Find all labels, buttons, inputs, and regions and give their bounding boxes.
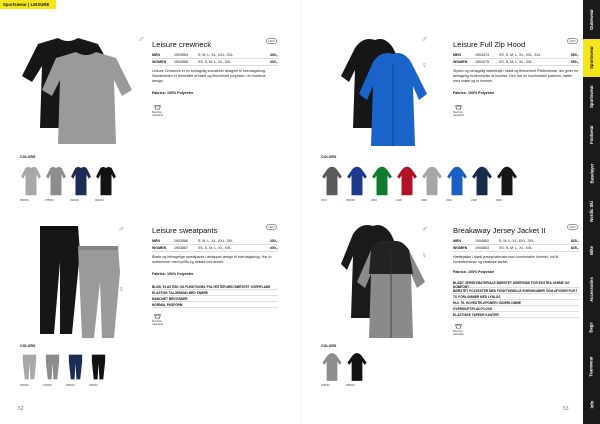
color-swatch[interactable] [421, 165, 443, 197]
list-item: ELASTISK TALJEBÅND MED SNØRE [152, 290, 278, 296]
sweatpants-title: Leisure sweatpants [152, 226, 218, 235]
female-gender-icon: ♀ [118, 284, 125, 294]
tab-label: Bags [589, 322, 594, 333]
color-code: 2390 [471, 199, 477, 202]
color-code: 382000 [346, 199, 355, 202]
jacket-fabric: Fabrics: 100% Polyester [453, 270, 495, 274]
color-swatch[interactable] [66, 352, 85, 382]
list-item: OVERSKIFT/FLAD FLOCK [453, 306, 579, 312]
color-swatch[interactable] [89, 352, 108, 382]
color-code: 2970 [321, 199, 327, 202]
crewneck-title: Leisure crewneck [152, 40, 212, 49]
color-code: 392000 [70, 199, 79, 202]
color-code: 9990 [496, 199, 502, 202]
color-swatch[interactable] [70, 165, 92, 197]
tab-label: Footwear [589, 125, 594, 145]
tab-info[interactable] [583, 385, 600, 424]
color-swatch[interactable] [20, 165, 42, 197]
sweatpants-new-badge: NEW [266, 224, 277, 230]
male-gender-icon: ♂ [421, 34, 428, 44]
tab-label: Nordic Ski [589, 201, 594, 223]
hood-colors-label: COLORS [321, 155, 337, 159]
wash-label: Machine washable [453, 111, 464, 117]
tab-label: Bike [588, 246, 594, 255]
color-code: 2030 [446, 199, 452, 202]
table-row: WOMEN 1904803 XS, S, M, L, XL, XXL 825,- [453, 246, 579, 250]
table-row: WOMEN 1903567 XS, S, M, L, XL, XXL 400,- [152, 246, 278, 250]
color-code: 2400 [396, 199, 402, 202]
color-swatch[interactable] [95, 165, 117, 197]
crewneck-fabric: Fabrics: 100% Polyester [152, 91, 194, 95]
tab-label: Baselayer [589, 163, 595, 184]
color-code: 975000 [321, 384, 330, 387]
color-swatch[interactable] [346, 165, 368, 197]
color-swatch[interactable] [321, 352, 343, 382]
tab-label: Accessories [589, 276, 594, 302]
table-row: WOMEN 1903475 XS, S, M, L, XL, XXL 550,- [453, 60, 579, 64]
jacket-features [453, 282, 579, 318]
page-number-left: 52 [18, 406, 24, 412]
tab-bike[interactable] [583, 231, 600, 270]
color-swatch[interactable] [496, 165, 518, 197]
jacket-description: Hættejakke i blødt jerseymateriale med komfortable lommer, hul til hovedtelefoner og elastiske kanter. [453, 255, 559, 264]
color-swatch[interactable] [446, 165, 468, 197]
list-item: ELASTISKE TAPEDE KANTER [453, 312, 579, 318]
table-row: MEN 1903566 S, M, L, XL, XXL, 3XL 400,- [152, 239, 278, 243]
jacket-title: Breakaway Jersey Jacket II [453, 226, 546, 235]
tab-accessories[interactable] [583, 270, 600, 309]
color-code: 2640 [371, 199, 377, 202]
list-item: BLØD, ELASTISK OG FUNKTIONEL POLYESTER MED BØRSTET OVERFLADE [152, 284, 278, 290]
section-header [0, 0, 56, 9]
tab-baselayer[interactable] [583, 154, 600, 193]
male-gender-icon: ♂ [421, 224, 428, 234]
hood-image [341, 36, 433, 148]
crewneck-description: Leisure Crewneck er en behagelig sweatshirt designet til hverdagsbrug. Sweatshirten er fremstillet af blødt og fleeceforet polyester i et moderne design. [152, 69, 266, 83]
tab-label: Sportswear [589, 46, 594, 70]
tab-sportswear[interactable] [583, 77, 600, 116]
crewneck-size-table [152, 52, 278, 66]
color-code: 975000 [43, 384, 52, 387]
color-swatch[interactable] [396, 165, 418, 197]
sweatpants-image [30, 222, 128, 340]
color-swatch[interactable] [20, 352, 39, 382]
tab-teamwear[interactable] [583, 347, 600, 386]
wash-icon [455, 104, 462, 110]
color-code: 392000 [66, 384, 75, 387]
jacket-image [341, 222, 433, 340]
hood-description: Stylish og behagelig hættetrøje i blødt og fleeceforet Pfeilerstreak, der giver en behagelig fornemmelse af komfort. Den har en komfortabel pasform, hætte med snøre og to lommer. [453, 69, 579, 83]
sweatpants-size-table [152, 238, 278, 252]
page-number-right: 53 [563, 406, 569, 412]
wash-icon [455, 323, 462, 329]
tab-sportswear[interactable] [583, 39, 600, 78]
color-code: 975000 [45, 199, 54, 202]
color-swatch[interactable] [43, 352, 62, 382]
color-code: 2990 [421, 199, 427, 202]
list-item: TO FORLOMMER MED LYNLÅS [453, 294, 579, 300]
tab-label: Outerwear [589, 8, 594, 30]
table-row: MEN 1904802 S, M, L, XL, XXL, 3XL 825,- [453, 239, 579, 243]
crewneck-new-badge: NEW [266, 38, 277, 44]
jacket-size-table [453, 238, 579, 252]
table-row: MEN 1903564 S, M, L, XL, XXL, 3XL 400,- [152, 53, 278, 57]
color-swatch[interactable] [321, 165, 343, 197]
male-gender-icon: ♂ [138, 34, 145, 44]
list-item: HUL TIL HOVEDTELEFONER I INDERLOMME [453, 300, 579, 306]
tab-footwear[interactable] [583, 116, 600, 155]
color-swatch[interactable] [371, 165, 393, 197]
sweatpants-description: Bløde og behagelige sweatpants i afslappet design til hverdagsbrug. Har to sidelommer med lynlås og ribkant ved ankler. [152, 255, 272, 264]
hood-title: Leisure Full Zip Hood [453, 40, 526, 49]
tab-nordic-ski[interactable] [583, 193, 600, 232]
table-row: MEN 1903474 XS, S, M, L, XL, XXL, 3XL 550,- [453, 53, 579, 57]
section-header-label: Sportswear | LEISURE [3, 2, 50, 7]
category-tab-rail [583, 0, 600, 424]
color-swatch[interactable] [45, 165, 67, 197]
sweatpants-colors-label: COLORS [20, 344, 36, 348]
color-code: 999000 [89, 384, 98, 387]
crewneck-image [20, 36, 132, 148]
color-swatch[interactable] [471, 165, 493, 197]
wash-icon [154, 313, 161, 319]
list-item: BØRSTET POLYESTER MED FUNKTIONELLE EGENSKABER SOM AFVISER FUGT [453, 288, 578, 293]
female-gender-icon: ♀ [421, 60, 428, 70]
right-page [300, 0, 583, 424]
sweatpants-fabric: Fabrics: 100% Polyester [152, 272, 194, 276]
tab-label: Info [589, 400, 594, 409]
wash-label: Machine washable [152, 111, 163, 117]
table-row: WOMEN 1903565 XS, S, M, L, XL, XXL 400,- [152, 60, 278, 64]
jacket-colors-label: COLORS [321, 344, 337, 348]
color-code: 950000 [20, 384, 29, 387]
tab-outerwear[interactable] [583, 0, 600, 39]
list-item: NORMAL PASFORM [152, 302, 278, 308]
sweatpants-features [152, 284, 278, 308]
color-code: 999000 [95, 199, 104, 202]
female-gender-icon: ♀ [421, 250, 428, 260]
hood-fabric: Fabrics: 100% Polyester [453, 91, 495, 95]
list-item: BLØDT JERSEYMATERIALE BØRSTET INDERSIDE FOR EKSTRA VARME OG KOMFORT [453, 282, 579, 288]
hood-new-badge: NEW [567, 38, 578, 44]
wash-label: Machine washable [453, 330, 464, 336]
color-code: 999000 [346, 384, 355, 387]
tab-label: Sportswear [589, 84, 594, 108]
color-swatch[interactable] [346, 352, 368, 382]
wash-icon [154, 104, 161, 110]
list-item: MANCHET BEN ENDER [152, 296, 278, 302]
jacket-new-badge: NEW [567, 224, 578, 230]
color-code: 950000 [20, 199, 29, 202]
wash-label: Machine washable [152, 320, 163, 326]
crewneck-colors-label: COLORS [20, 155, 36, 159]
male-gender-icon: ♂ [118, 224, 125, 234]
tab-label: Teamwear [589, 356, 594, 377]
hood-size-table [453, 52, 579, 66]
tab-bags[interactable] [583, 308, 600, 347]
